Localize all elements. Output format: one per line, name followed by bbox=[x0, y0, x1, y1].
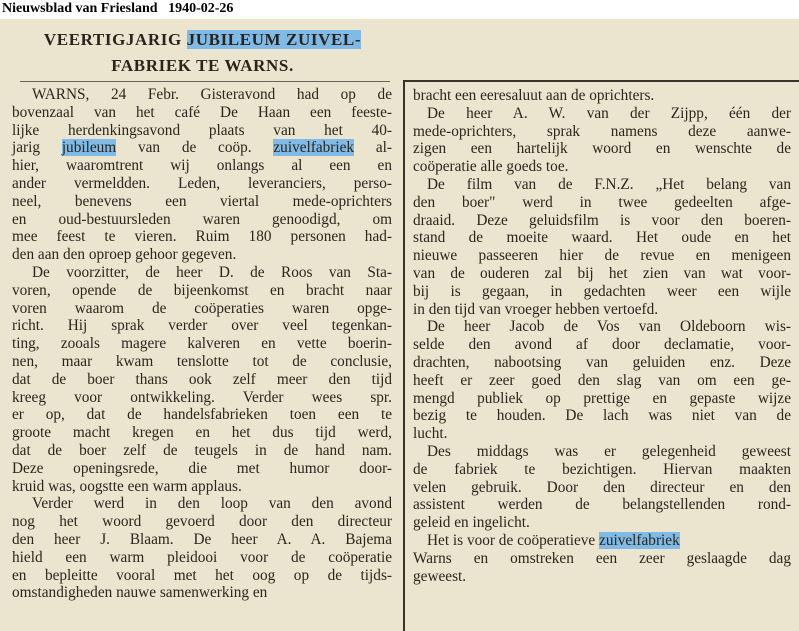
text-line: mede-oprichters, sprak namens deze aanwe- bbox=[413, 122, 791, 140]
text-line: draaid. Deze geluidsfilm is voor den boeren- bbox=[413, 211, 791, 229]
publication-date: 1940-02-26 bbox=[168, 1, 234, 16]
source-caption bbox=[2, 1, 233, 17]
headline-divider bbox=[20, 81, 390, 82]
column-top-rule bbox=[405, 80, 799, 82]
text-line: bovenzaal van het café De Haan een feeste- bbox=[12, 103, 392, 121]
highlighted-term: zuivelfabriek bbox=[273, 139, 355, 157]
text-line: voren waarom de coöperaties waren opge- bbox=[12, 299, 392, 317]
text-line: nieuwe passeeren hier de revue en menigeen bbox=[413, 247, 791, 265]
highlighted-term: jubileum bbox=[61, 139, 117, 157]
text-line bbox=[413, 532, 791, 550]
text-line: kruid was, oogstte een warm applaus. bbox=[12, 477, 242, 495]
text-line: velen gebruik. Door den directeur en den bbox=[413, 478, 791, 496]
text-fragment: van de coöp. bbox=[116, 139, 274, 157]
text-line: dat de boer zelf de teugels in de hand nam. bbox=[12, 441, 392, 459]
text-fragment: al- bbox=[354, 139, 392, 157]
text-line: lucht. bbox=[413, 425, 448, 443]
text-line: Deze openingsrede, die met humor door- bbox=[12, 459, 392, 477]
text-line: bracht een eeresaluut aan de oprichters. bbox=[413, 87, 655, 104]
text-line: groote macht kregen en het dus tijd werd, bbox=[12, 424, 392, 442]
text-line: hield een warm pleidooi voor de coöperatie bbox=[12, 548, 392, 566]
text-line: bij is gegaan, in gedachten weer een wijle bbox=[413, 282, 791, 300]
text-line: stand de moeite waard. Het oude en het bbox=[413, 229, 791, 247]
article-headline bbox=[0, 27, 405, 79]
text-line: Verder werd in den loop van den avond bbox=[32, 495, 392, 513]
text-line: zigen een hartelijk woord en wenschte de bbox=[413, 140, 791, 158]
highlighted-term: zuivelfabriek bbox=[599, 531, 680, 549]
text-line: nog het woord gevoerd door den directeur bbox=[12, 513, 392, 531]
text-line bbox=[12, 139, 392, 157]
text-line: assistent werden de belangstellenden rond- bbox=[413, 496, 791, 514]
text-line: en bepleitte vooral met het oog op de tijds- bbox=[12, 566, 392, 584]
text-line: De heer Jacob de Vos van Oldeboorn wis- bbox=[427, 318, 791, 336]
text-line: de fabriek te bezichtigen. Hiervan maakten bbox=[413, 460, 791, 478]
text-line: kreeg voor ontwikkeling. Verder wees spr. bbox=[12, 388, 392, 406]
text-line: omstandigheden nauwe samenwerking en bbox=[12, 584, 268, 602]
text-line: van de ouderen zal bij het zien van wat voor- bbox=[413, 264, 791, 282]
text-line: hier, waaromtrent wij onlangs al een en bbox=[12, 157, 392, 175]
text-line: mee feest te vieren. Ruim 180 personen had- bbox=[12, 228, 392, 246]
text-line: neel, benevens een viertal mede-oprichters bbox=[12, 192, 392, 210]
text-line: er op, dat de handelsfabrieken toen een te bbox=[12, 406, 392, 424]
column-divider bbox=[403, 80, 405, 631]
text-line: drachten, nabootsing van geluiden enz. Deze bbox=[413, 353, 791, 371]
text-line: heeft er zeer goed den slag van om een ge- bbox=[413, 371, 791, 389]
text-line: nen, maar kwam tenslotte tot de conclusie, bbox=[12, 352, 392, 370]
text-line: lijke herdenkingsavond plaats van het 40- bbox=[12, 121, 392, 139]
text-line: Warns en omstreken een zeer geslaagde dag bbox=[413, 549, 791, 567]
article-column-right bbox=[413, 87, 791, 585]
text-line: ander vermeldden. Leden, leveranciers, perso- bbox=[12, 174, 392, 192]
text-line: geleid en ingelicht. bbox=[413, 514, 530, 532]
text-line: den aan den oproep gehoor gegeven. bbox=[12, 246, 237, 264]
text-line: mengd publiek op prettige en gepaste wijze bbox=[413, 389, 791, 407]
text-line: Des middags was er gelegenheid geweest bbox=[427, 442, 791, 460]
text-line: coöperatie alle goeds toe. bbox=[413, 158, 569, 176]
text-line: selde den avond af door declamatie, voor- bbox=[413, 336, 791, 354]
headline-highlight: JUBILEUM ZUIVEL- bbox=[186, 30, 362, 49]
text-fragment: Het is voor de coöperatieve bbox=[427, 531, 600, 549]
text-line: richt. Hij sprak verder over veel tegenkan- bbox=[12, 317, 392, 335]
text-line: De voorzitter, de heer D. de Roos van Sta- bbox=[32, 263, 392, 281]
text-line: den heer J. Blaam. De heer A. A. Bajema bbox=[12, 530, 392, 548]
text-line: in den tijd van vroeger hebben vertoefd. bbox=[413, 300, 659, 318]
text-line: dat de boer thans ook zelf meer den tijd bbox=[12, 370, 392, 388]
text-line: De heer A. W. van der Zijpp, één der bbox=[427, 104, 791, 122]
text-line: ting, zooals magere kalveren en vette boerin- bbox=[12, 335, 392, 353]
newspaper-name: Nieuwsblad van Friesland bbox=[2, 1, 158, 16]
text-fragment: jarig bbox=[12, 139, 62, 157]
text-line: den boer" werd in twee gedeelten afge- bbox=[413, 193, 791, 211]
text-line: geweest. bbox=[413, 567, 467, 585]
text-line: WARNS, 24 Febr. Gisteravond had op de bbox=[32, 86, 392, 103]
article-column-left bbox=[12, 86, 392, 602]
text-line: bezig te houden. De lach was niet van de bbox=[413, 407, 791, 425]
headline-line-1 bbox=[0, 27, 405, 53]
text-line: voren, opende de bijeenkomst en bracht naar bbox=[12, 281, 392, 299]
headline-line-2: FABRIEK TE WARNS. bbox=[111, 56, 294, 75]
text-line: en oud-bestuursleden waren genoodigd, om bbox=[12, 210, 392, 228]
text-line: De film van de F.N.Z. „Het belang van bbox=[427, 175, 791, 193]
headline-word: VEERTIGJARIG bbox=[43, 30, 182, 49]
newspaper-clipping bbox=[0, 19, 799, 631]
